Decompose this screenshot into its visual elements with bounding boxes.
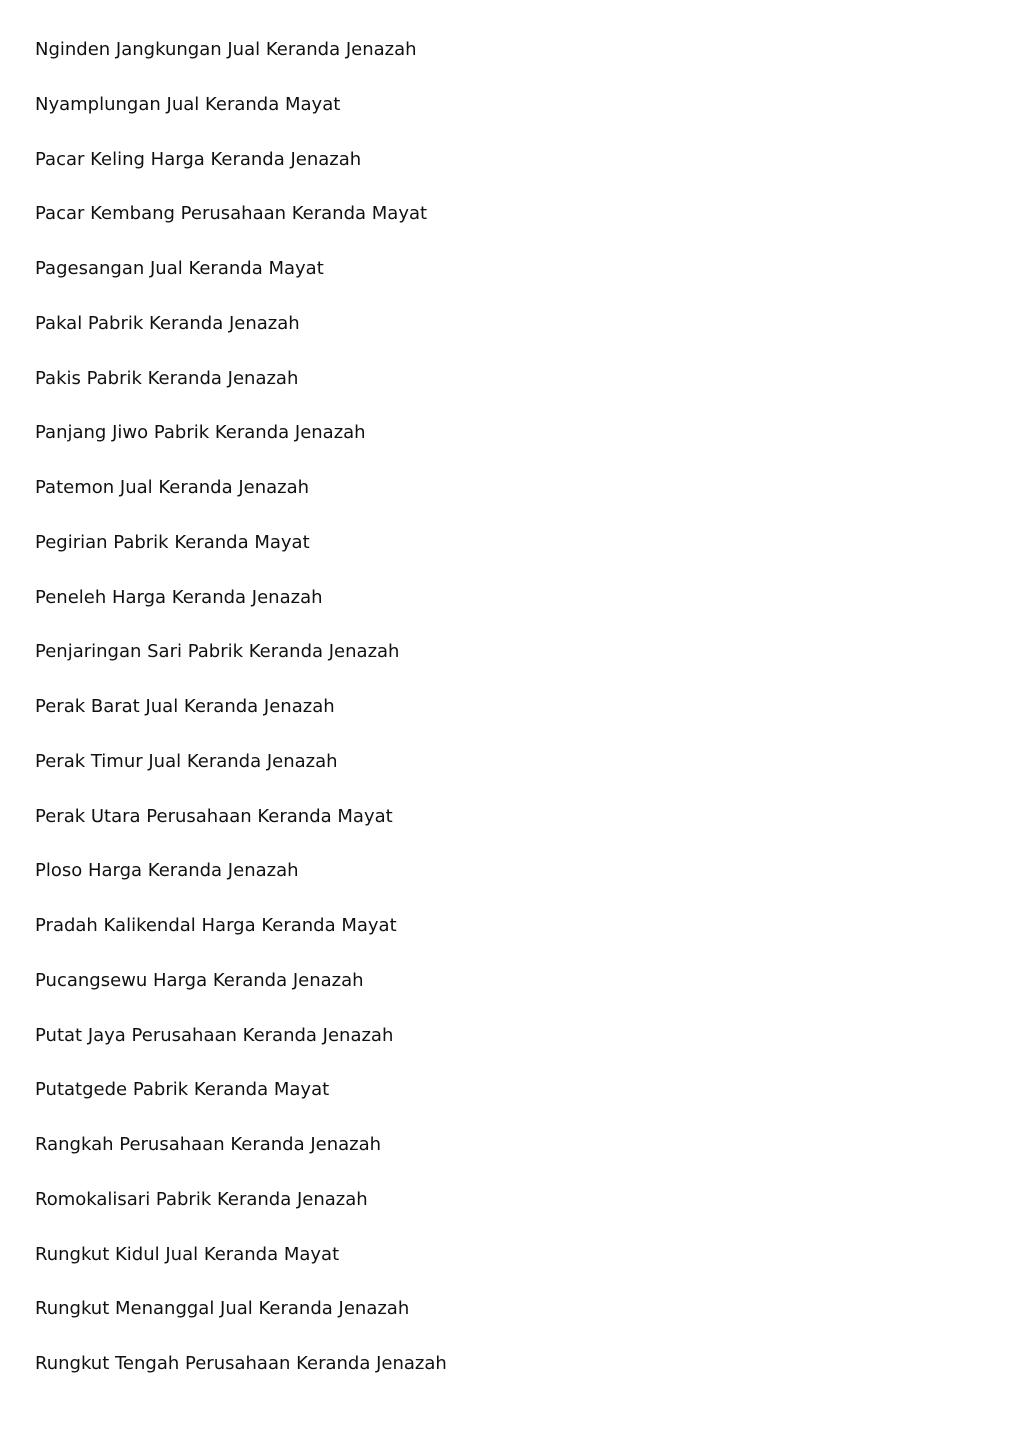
list-item: Pacar Kembang Perusahaan Keranda Mayat bbox=[35, 203, 428, 225]
list-item: Nyamplungan Jual Keranda Mayat bbox=[35, 93, 341, 115]
list-item: Rangkah Perusahaan Keranda Jenazah bbox=[35, 1134, 382, 1155]
list-item: Rungkut Kidul Jual Keranda Mayat bbox=[35, 1243, 340, 1265]
list-item: Penjaringan Sari Pabrik Keranda Jenazah bbox=[35, 641, 400, 663]
list-item: Nginden Jangkungan Jual Keranda Jenazah bbox=[35, 39, 417, 60]
list-item: Perak Barat Jual Keranda Jenazah bbox=[35, 696, 335, 717]
list-item: Patemon Jual Keranda Jenazah bbox=[35, 477, 310, 498]
list-item: Pucangsewu Harga Keranda Jenazah bbox=[35, 969, 364, 991]
list-item: Rungkut Menanggal Jual Keranda Jenazah bbox=[35, 1298, 410, 1320]
list-item: Pagesangan Jual Keranda Mayat bbox=[35, 258, 324, 279]
list-item: Perak Timur Jual Keranda Jenazah bbox=[35, 750, 338, 772]
list-item: Ploso Harga Keranda Jenazah bbox=[35, 860, 299, 882]
list-item: Pakis Pabrik Keranda Jenazah bbox=[35, 367, 299, 389]
list-item: Panjang Jiwo Pabrik Keranda Jenazah bbox=[35, 422, 366, 444]
list-item: Pakal Pabrik Keranda Jenazah bbox=[35, 312, 300, 334]
list-item: Pegirian Pabrik Keranda Mayat bbox=[35, 531, 310, 553]
list-item: Pradah Kalikendal Harga Keranda Mayat bbox=[35, 915, 397, 936]
list-item: Perak Utara Perusahaan Keranda Mayat bbox=[35, 805, 393, 827]
list-item: Pacar Keling Harga Keranda Jenazah bbox=[35, 148, 362, 170]
list-item: Peneleh Harga Keranda Jenazah bbox=[35, 586, 323, 608]
list-item: Putat Jaya Perusahaan Keranda Jenazah bbox=[35, 1024, 394, 1046]
list-item: Putatgede Pabrik Keranda Mayat bbox=[35, 1079, 330, 1101]
list-item: Romokalisari Pabrik Keranda Jenazah bbox=[35, 1188, 368, 1210]
keyword-list bbox=[35, 36, 447, 1405]
list-item: Rungkut Tengah Perusahaan Keranda Jenazah bbox=[35, 1353, 447, 1374]
